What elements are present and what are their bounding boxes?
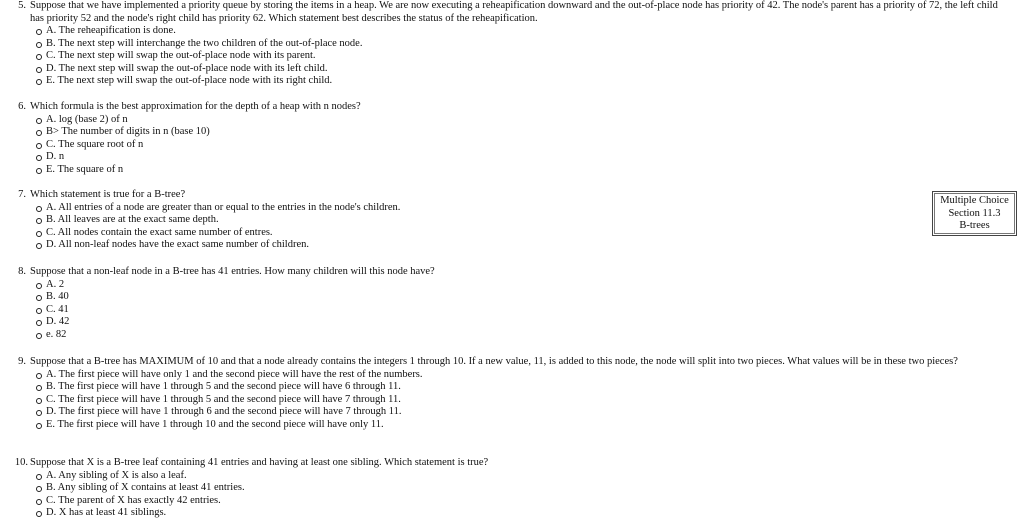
options-list — [0, 470, 1010, 520]
question-number: 7. — [18, 189, 26, 200]
question-9 — [0, 356, 1010, 431]
question-text: Which formula is the best approximation for the depth of a heap with n nodes? — [30, 101, 361, 112]
question-8 — [0, 266, 1010, 341]
option-a: A. Any sibling of X is also a leaf. — [46, 470, 1010, 483]
question-stem — [0, 189, 1010, 202]
question-text: Suppose that a non-leaf node in a B-tree has 41 entries. How many children will this node have? — [30, 266, 435, 277]
option-b: B> The number of digits in n (base 10) — [46, 126, 1010, 139]
option-d: D. The next step will swap the out-of-place node with its left child. — [46, 63, 1010, 76]
question-stem — [0, 356, 1010, 369]
option-c: C. 41 — [46, 304, 1010, 317]
question-5 — [0, 0, 1010, 88]
option-e: e. 82 — [46, 329, 1010, 342]
options-list — [0, 25, 1010, 88]
question-text: Suppose that we have implemented a priority queue by storing the items in a heap. We are now executing a reheapification downward and the out-of-place node has priority of 42. The node's parent has a priority of 72, the left child has priority 52 and the node's right child has priority 62. Which statement best describes the status of the reheapification. — [30, 0, 998, 24]
option-a: A. 2 — [46, 279, 1010, 292]
option-b: B. Any sibling of X contains at least 41 entries. — [46, 482, 1010, 495]
option-d: D. All non-leaf nodes have the exact same number of children. — [46, 239, 1010, 252]
option-a: A. log (base 2) of n — [46, 114, 1010, 127]
section-label-inner — [934, 193, 1015, 234]
option-d: D. The first piece will have 1 through 6 and the second piece will have 7 through 11. — [46, 406, 1010, 419]
question-stem — [0, 101, 1010, 114]
option-a: A. The first piece will have only 1 and the second piece will have the rest of the numbers. — [46, 369, 1010, 382]
section-label-line1: Multiple Choice — [940, 195, 1009, 206]
options-list — [0, 114, 1010, 177]
question-number: 8. — [18, 266, 26, 277]
question-stem — [0, 457, 1010, 470]
question-10 — [0, 457, 1010, 520]
section-label-box — [932, 191, 1017, 236]
option-c: C. The parent of X has exactly 42 entries. — [46, 495, 1010, 508]
option-b: B. The next step will interchange the two children of the out-of-place node. — [46, 38, 1010, 51]
question-text: Which statement is true for a B-tree? — [30, 189, 186, 200]
option-b: B. The first piece will have 1 through 5 and the second piece will have 6 through 11. — [46, 381, 1010, 394]
option-b: B. 40 — [46, 291, 1010, 304]
question-text: Suppose that X is a B-tree leaf containing 41 entries and having at least one sibling. Which statement is true? — [30, 457, 489, 468]
question-number: 10. — [14, 457, 28, 468]
question-7 — [0, 189, 1010, 252]
option-c: C. The square root of n — [46, 139, 1010, 152]
option-a: A. The reheapification is done. — [46, 25, 1010, 38]
question-6 — [0, 101, 1010, 176]
question-number: 6. — [18, 101, 26, 112]
question-text: Suppose that a B-tree has MAXIMUM of 10 and that a node already contains the integers 1 through 10. If a new value, 11, is added to this node, the node will split into two pieces. What values will be in these two pieces? — [30, 356, 958, 367]
option-e: E. The next step will swap the out-of-place node with its right child. — [46, 75, 1010, 88]
options-list — [0, 369, 1010, 432]
options-list — [0, 279, 1010, 342]
options-list — [0, 202, 1010, 252]
option-d: D. X has at least 41 siblings. — [46, 507, 1010, 520]
option-c: C. The next step will swap the out-of-place node with its parent. — [46, 50, 1010, 63]
question-stem — [0, 0, 1010, 25]
option-d: D. 42 — [46, 316, 1010, 329]
option-a: A. All entries of a node are greater than or equal to the entries in the node's children. — [46, 202, 1010, 215]
question-number: 5. — [18, 0, 26, 11]
option-b: B. All leaves are at the exact same depth. — [46, 214, 1010, 227]
option-c: C. All nodes contain the exact same number of entres. — [46, 227, 1010, 240]
option-e: E. The square of n — [46, 164, 1010, 177]
section-label-line2: Section 11.3 — [948, 207, 1001, 219]
question-number: 9. — [18, 356, 26, 367]
question-stem — [0, 266, 1010, 279]
option-c: C. The first piece will have 1 through 5 and the second piece will have 7 through 11. — [46, 394, 1010, 407]
option-e: E. The first piece will have 1 through 10 and the second piece will have only 11. — [46, 419, 1010, 432]
option-d: D. n — [46, 151, 1010, 164]
section-label-line3: B-trees — [959, 220, 990, 232]
